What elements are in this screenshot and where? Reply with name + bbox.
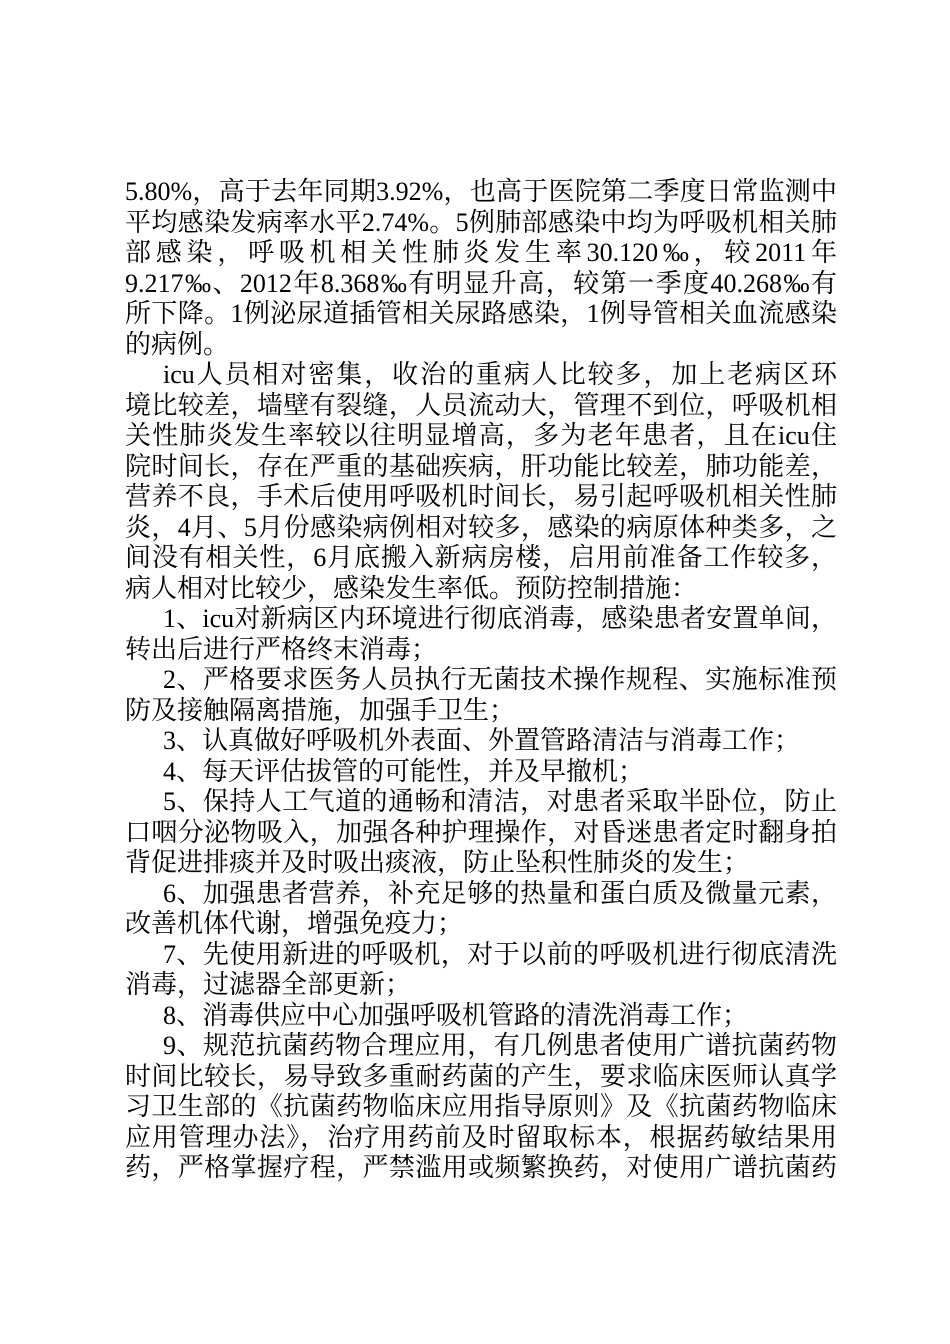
text-line: 2、严格要求医务人员执行无菌技术操作规程、实施标准预 [163, 665, 837, 694]
text-line: 5、保持人工气道的通畅和清洁，对患者采取半卧位，防止 [163, 787, 837, 816]
text-line: 营养不良，手术后使用呼吸机时间长，易引起呼吸机相关性肺 [125, 482, 837, 511]
text-line: 转出后进行严格终末消毒； [125, 634, 438, 664]
text-line: 院时间长，存在严重的基础疾病，肝功能比较差，肺功能差， [125, 451, 837, 481]
text-line: 7、先使用新进的呼吸机，对于以前的呼吸机进行彻底清洗 [163, 939, 837, 969]
text-line: 消毒，过滤器全部更新； [125, 970, 412, 999]
text-line: 4、每天评估拔管的可能性，并及早撤机； [163, 756, 645, 786]
text-line: 口咽分泌物吸入，加强各种护理操作，对昏迷患者定时翻身拍 [125, 817, 837, 847]
text-line: 9、规范抗菌药物合理应用，有几例患者使用广谱抗菌药物 [163, 1031, 837, 1060]
text-line: 关性肺炎发生率较以往明显增高，多为老年患者，且在icu住 [125, 421, 837, 450]
text-line: 改善机体代谢，增强免疫力； [125, 909, 464, 938]
text-line: 5.80%，高于去年同期3.92%，也高于医院第二季度日常监测中 [125, 177, 837, 206]
text-line: 防及接触隔离措施，加强手卫生； [125, 695, 516, 725]
text-line: 药，严格掌握疗程，严禁滥用或频繁换药，对使用广谱抗菌药 [125, 1153, 837, 1182]
text-line: 所下降。1例泌尿道插管相关尿路感染，1例导管相关血流感染 [125, 299, 837, 328]
text-line: icu人员相对密集，收治的重病人比较多，加上老病区环 [163, 360, 837, 389]
text-line: 间没有相关性，6月底搬入新病房楼，启用前准备工作较多， [125, 543, 837, 572]
text-line: 应用管理办法》，治疗用药前及时留取标本，根据药敏结果用 [125, 1122, 837, 1152]
text-line: 的病例。 [125, 329, 230, 359]
text-line: 部感染，呼吸机相关性肺炎发生率30.120‰，较2011年 [125, 238, 837, 267]
text-line: 时间比较长，易导致多重耐药菌的产生，要求临床医师认真学 [125, 1061, 837, 1091]
text-line: 境比较差，墙壁有裂缝，人员流动大，管理不到位，呼吸机相 [125, 390, 837, 420]
text-line: 病人相对比较少，感染发生率低。预防控制措施： [125, 573, 698, 603]
text-block [125, 177, 837, 1184]
text-line: 6、加强患者营养，补充足够的热量和蛋白质及微量元素， [163, 878, 837, 908]
text-line: 习卫生部的《抗菌药物临床应用指导原则》及《抗菌药物临床 [125, 1092, 837, 1121]
text-line: 平均感染发病率水平2.74%。5例肺部感染中均为呼吸机相关肺 [125, 207, 837, 237]
text-line: 1、icu对新病区内环境进行彻底消毒，感染患者安置单间， [163, 604, 837, 633]
text-line: 炎，4月、5月份感染病例相对较多，感染的病原体种类多，之 [125, 512, 837, 542]
text-line: 背促进排痰并及时吸出痰液，防止坠积性肺炎的发生； [125, 848, 750, 877]
text-line: 9.217‰、2012年8.368‰有明显升高，较第一季度40.268‰有 [125, 268, 837, 298]
text-line: 8、消毒供应中心加强呼吸机管路的清洗消毒工作； [163, 1000, 749, 1030]
text-line: 3、认真做好呼吸机外表面、外置管路清洁与消毒工作； [163, 726, 801, 755]
